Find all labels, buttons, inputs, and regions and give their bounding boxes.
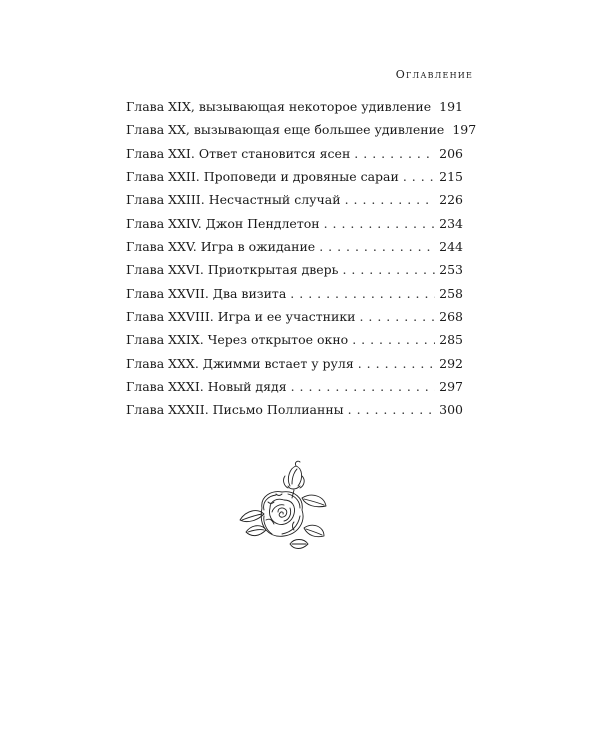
toc-entry-title: Глава XXIII. Несчастный случай xyxy=(126,192,341,208)
toc-dot-leader xyxy=(354,146,435,161)
toc-entry xyxy=(126,309,463,332)
toc-entry xyxy=(126,99,463,122)
toc-entry-page: 268 xyxy=(439,309,463,325)
table-of-contents xyxy=(126,99,477,426)
toc-entry xyxy=(126,146,463,169)
toc-entry-title: Глава XXXI. Новый дядя xyxy=(126,379,287,395)
toc-dot-leader xyxy=(358,356,435,371)
toc-entry-title: Глава XXVII. Два визита xyxy=(126,285,287,301)
toc-entry-page: 297 xyxy=(439,379,463,395)
toc-dot-leader xyxy=(342,262,435,277)
toc-entry xyxy=(126,356,463,379)
toc-entry xyxy=(126,379,463,402)
toc-dot-leader xyxy=(352,332,435,347)
toc-entry xyxy=(126,239,463,262)
toc-entry xyxy=(126,216,463,239)
toc-entry xyxy=(126,192,463,215)
toc-entry-title: Глава XXII. Проповеди и дровяные сараи xyxy=(126,169,399,185)
toc-entry-title: Глава XXX. Джимми встает у руля xyxy=(126,355,354,371)
toc-entry-page: 292 xyxy=(439,355,463,371)
rose-ornament-icon xyxy=(232,458,332,558)
toc-entry-title: Глава XIX, вызывающая некоторое удивление xyxy=(126,99,432,114)
toc-entry xyxy=(126,402,463,425)
toc-entry xyxy=(126,262,463,285)
toc-entry-title: Глава XXXII. Письмо Поллианны xyxy=(126,402,344,418)
toc-entry-title: Глава XXIX. Через открытое окно xyxy=(126,332,349,348)
toc-entry-title: Глава XXV. Игра в ожидание xyxy=(126,239,316,255)
toc-dot-leader xyxy=(359,309,435,324)
toc-entry-page: 197 xyxy=(452,122,477,138)
toc-entry-title: Глава XXIV. Джон Пендлетон xyxy=(126,215,320,231)
toc-entry-page: 253 xyxy=(439,262,463,278)
toc-dot-leader xyxy=(345,192,436,207)
toc-entry xyxy=(126,169,463,192)
running-head: Оглавление xyxy=(395,68,473,81)
toc-entry xyxy=(126,286,463,309)
toc-entry-page: 215 xyxy=(439,169,463,185)
toc-dot-leader xyxy=(324,216,436,231)
toc-dot-leader xyxy=(291,379,436,394)
toc-entry-title: Глава XXI. Ответ становится ясен xyxy=(126,145,351,161)
toc-entry-title: Глава XX, вызывающая еще большее удивление xyxy=(126,122,445,138)
toc-dot-leader xyxy=(319,239,435,254)
toc-dot-leader xyxy=(403,169,435,184)
toc-entry xyxy=(126,332,463,355)
toc-entry-page: 191 xyxy=(439,99,463,114)
toc-dot-leader xyxy=(290,286,435,301)
toc-entry-title: Глава XXVI. Приоткрытая дверь xyxy=(126,262,339,278)
toc-entry xyxy=(126,122,477,145)
toc-entry-page: 234 xyxy=(439,215,463,231)
toc-entry-page: 206 xyxy=(439,145,463,161)
toc-entry-page: 244 xyxy=(439,239,463,255)
toc-dot-leader xyxy=(348,402,436,417)
toc-entry-title: Глава XXVIII. Игра и ее участники xyxy=(126,309,356,325)
toc-entry-page: 226 xyxy=(439,192,463,208)
toc-entry-page: 285 xyxy=(439,332,463,348)
toc-entry-page: 300 xyxy=(439,402,463,418)
toc-entry-page: 258 xyxy=(439,285,463,301)
